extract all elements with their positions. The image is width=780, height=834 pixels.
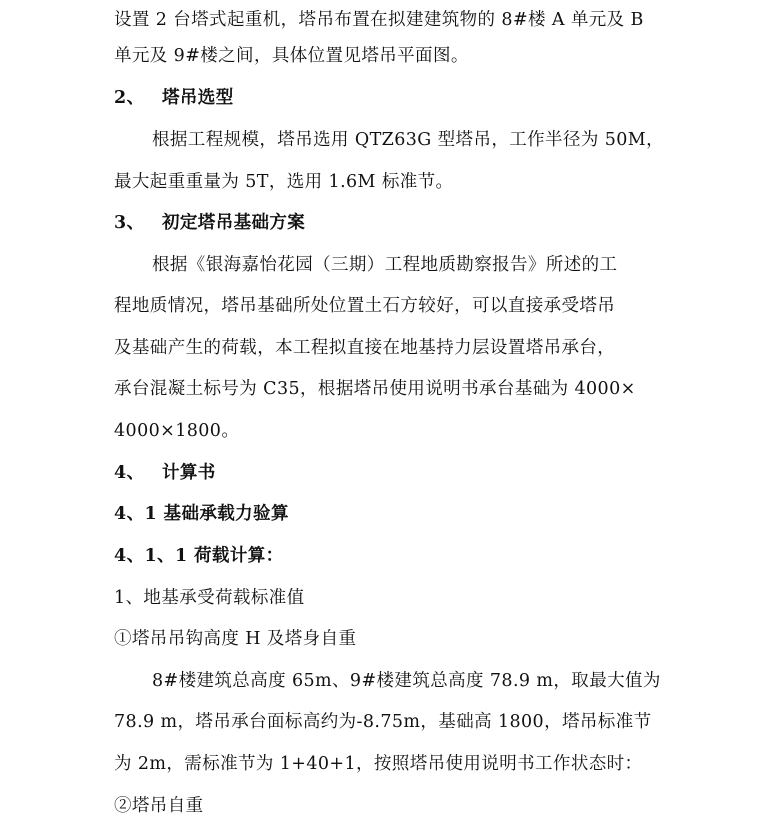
- section-title: 计算书: [162, 463, 216, 483]
- paragraph-line-15: ②塔吊自重: [114, 796, 204, 816]
- paragraph-line-6: 程地质情况，塔吊基础所处位置土石方较好，可以直接承受塔吊: [114, 296, 616, 316]
- paragraph-line-2: 单元及 9#楼之间，具体位置见塔吊平面图。: [114, 46, 469, 66]
- section-number: 3、: [114, 213, 145, 233]
- paragraph-line-12: 8#楼建筑总高度 65m、9#楼建筑总高度 78.9 m，取最大值为: [152, 671, 661, 691]
- paragraph-line-4: 最大起重重量为 5T，选用 1.6M 标准节。: [114, 172, 454, 192]
- subsection-heading-4-1: 4、1 基础承载力验算: [114, 504, 289, 524]
- section-number: 4、: [114, 463, 145, 483]
- section-heading-3: [114, 203, 674, 244]
- paragraph-line-9: 4000×1800。: [114, 421, 240, 441]
- section-number: 2、: [114, 88, 145, 108]
- subsection-heading-4-1-1: 4、1、1 荷载计算：: [114, 546, 284, 566]
- section-title: 塔吊选型: [162, 88, 234, 108]
- section-heading-4: [114, 453, 674, 494]
- paragraph-line-11: ①塔吊吊钩高度 H 及塔身自重: [114, 629, 357, 649]
- paragraph-line-10: 1、地基承受荷载标准值: [114, 588, 305, 608]
- paragraph-line-13: 78.9 m，塔吊承台面标高约为-8.75m，基础高 1800，塔吊标准节: [114, 712, 652, 732]
- paragraph-line-8: 承台混凝土标号为 C35，根据塔吊使用说明书承台基础为 4000×: [114, 379, 636, 399]
- section-heading-2: [114, 78, 674, 119]
- paragraph-line-5: 根据《银海嘉怡花园（三期）工程地质勘察报告》所述的工: [152, 255, 618, 275]
- section-title: 初定塔吊基础方案: [162, 213, 306, 233]
- paragraph-line-14: 为 2m，需标准节为 1+40+1，按照塔吊使用说明书工作状态时：: [114, 754, 643, 774]
- paragraph-line-3: 根据工程规模，塔吊选用 QTZ63G 型塔吊，工作半径为 50M，: [152, 130, 664, 150]
- paragraph-line-7: 及基础产生的荷载，本工程拟直接在地基持力层设置塔吊承台，: [114, 338, 616, 358]
- paragraph-line-1: 设置 2 台塔式起重机，塔吊布置在拟建建筑物的 8#楼 A 单元及 B: [114, 10, 644, 30]
